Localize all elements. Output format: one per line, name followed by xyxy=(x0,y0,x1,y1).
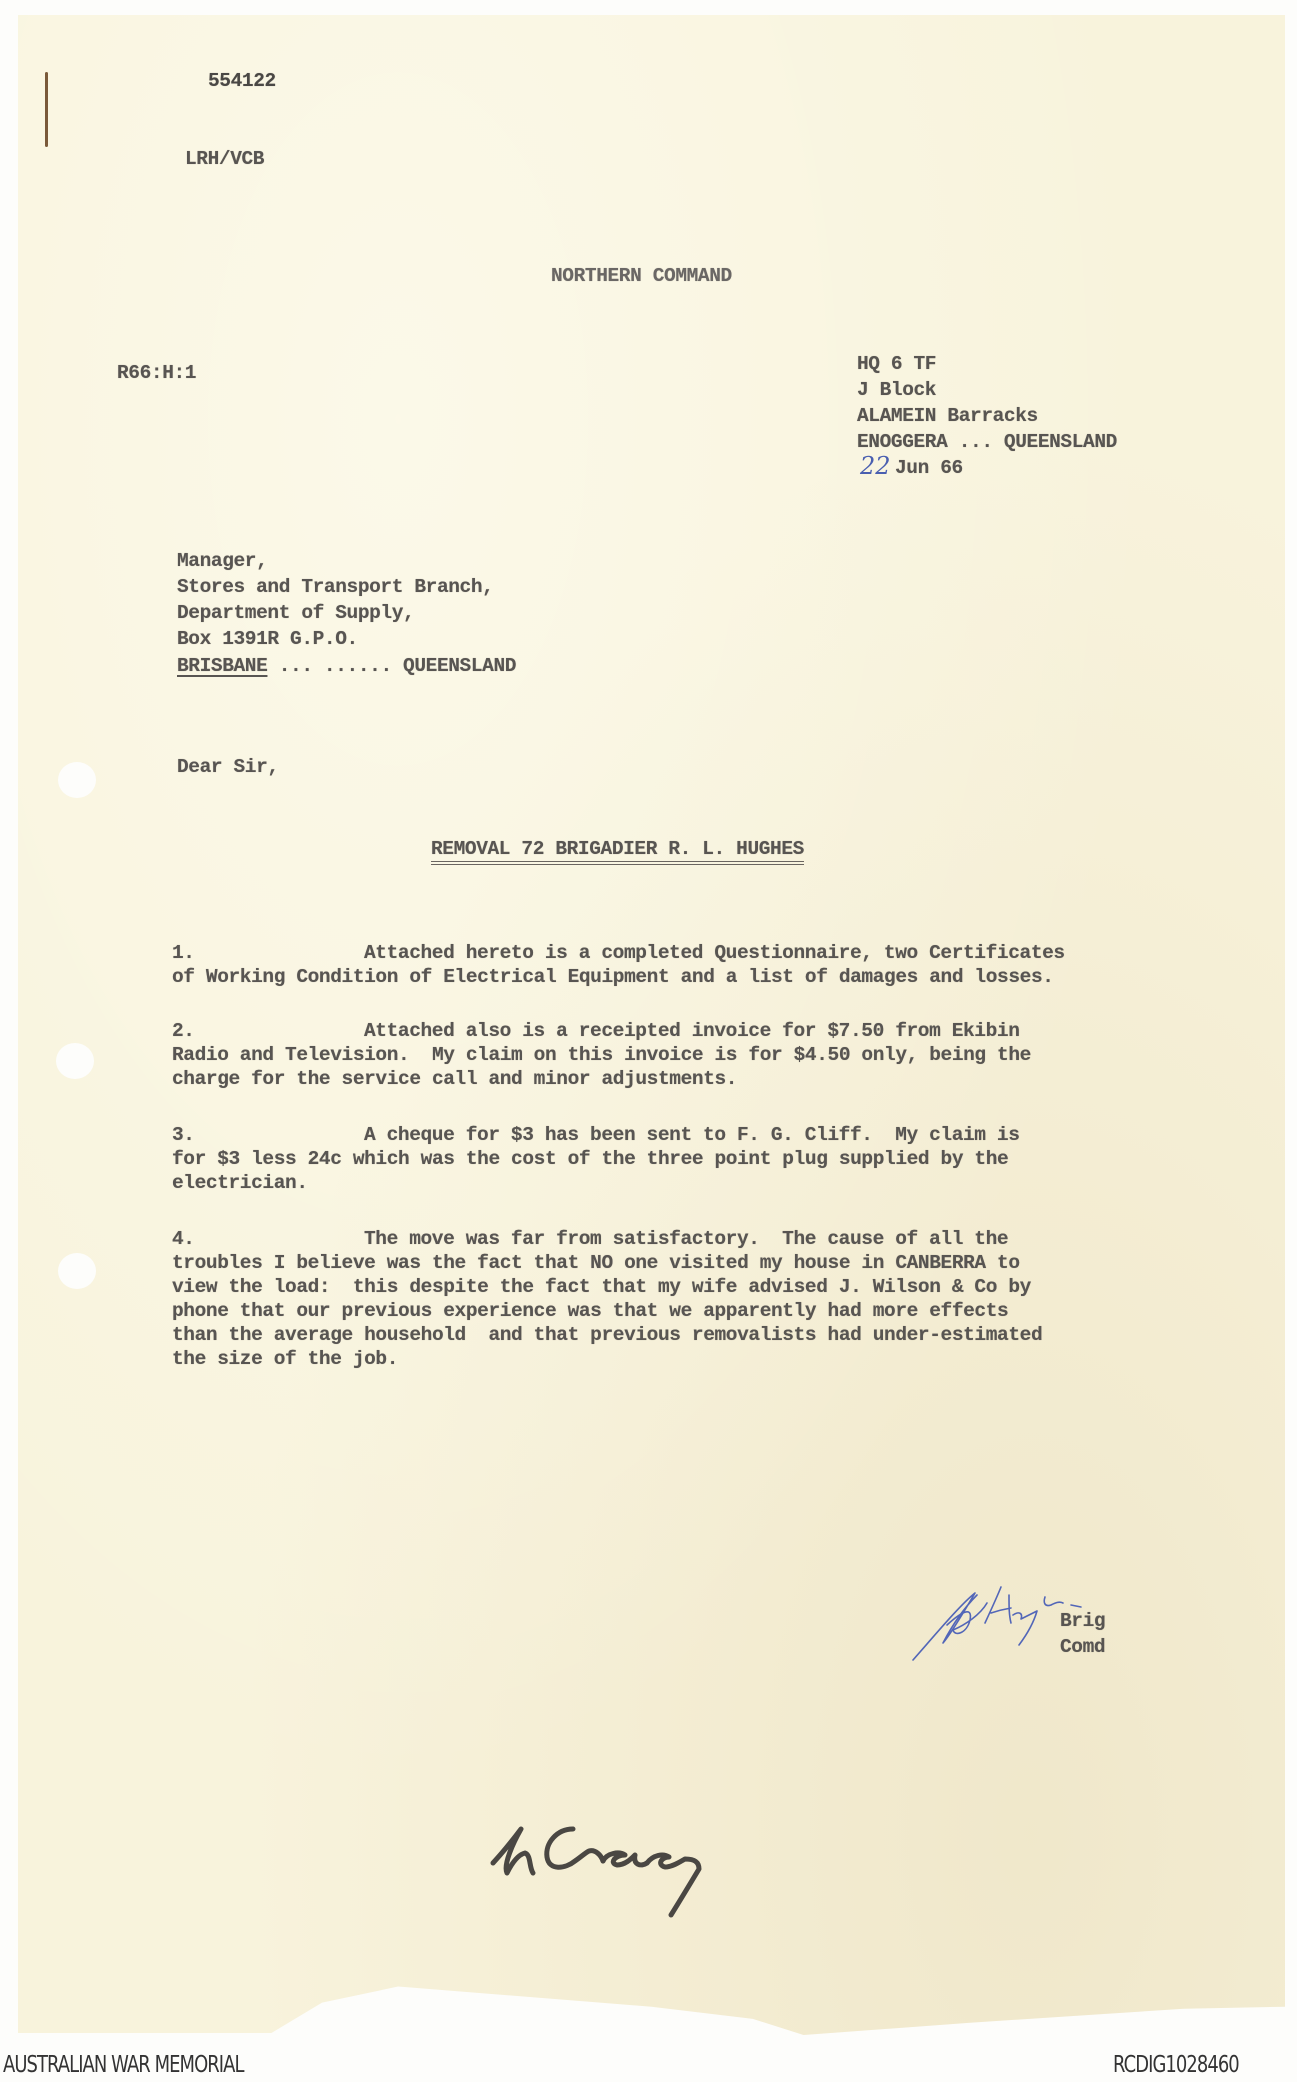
paragraph-line: phone that our previous experience was that we apparently had more effects xyxy=(172,1300,1009,1322)
sender-address-line: HQ 6 TF xyxy=(857,353,937,375)
salutation: Dear Sir, xyxy=(177,756,279,778)
sender-address-line: J Block xyxy=(857,379,937,401)
recipient-state: ... ...... QUEENSLAND xyxy=(267,655,517,677)
punch-hole xyxy=(56,1043,94,1079)
punch-hole xyxy=(58,762,96,798)
paragraph-line: The move was far from satisfactory. The cause of all the xyxy=(364,1228,1009,1250)
footer-institution: AUSTRALIAN WAR MEMORIAL xyxy=(3,2052,244,2078)
sender-address-line: ENOGGERA ... QUEENSLAND xyxy=(857,431,1117,453)
signature-rank: Brig xyxy=(1060,1610,1106,1632)
letter-date: Jun 66 xyxy=(895,457,963,479)
handwritten-date-day: 22 xyxy=(860,452,891,480)
paragraph-line: electrician. xyxy=(172,1172,308,1194)
signature-appointment: Comd xyxy=(1060,1636,1106,1658)
recipient-address-line: Manager, xyxy=(177,550,268,572)
file-reference: R66:H:1 xyxy=(117,362,197,384)
paragraph-line: Attached hereto is a completed Questionnaire, two Certificates xyxy=(364,942,1065,964)
paragraph-line: charge for the service call and minor adjustments. xyxy=(172,1068,738,1090)
paragraph-3 xyxy=(172,1123,1172,1195)
paragraph-line: view the load: this despite the fact that my wife advised J. Wilson & Co by xyxy=(172,1276,1031,1298)
paragraph-line: troubles I believe was the fact that NO one visited my house in CANBERRA to xyxy=(172,1252,1020,1274)
letterhead-heading: NORTHERN COMMAND xyxy=(551,265,732,287)
paragraph-number: 4. xyxy=(172,1228,195,1250)
paragraph-number: 2. xyxy=(172,1020,195,1042)
paragraph-4 xyxy=(172,1227,1172,1371)
punch-hole xyxy=(58,1253,96,1289)
paragraph-number: 3. xyxy=(172,1124,195,1146)
paragraph-line: than the average household and that previous removalists had under-estimated xyxy=(172,1324,1043,1346)
paragraph-2 xyxy=(172,1019,1172,1091)
paragraph-line: the size of the job. xyxy=(172,1348,399,1370)
footer-record-id: RCDIG1028460 xyxy=(1113,2052,1239,2078)
recipient-city: BRISBANE xyxy=(177,655,268,677)
paragraph-line: for $3 less 24c which was the cost of the three point plug supplied by the xyxy=(172,1148,1009,1170)
paragraph-line: A cheque for $3 has been sent to F. G. Cliff. My claim is xyxy=(364,1124,1020,1146)
recipient-address-line: Department of Supply, xyxy=(177,602,415,624)
subject-line: REMOVAL 72 BRIGADIER R. L. HUGHES xyxy=(431,840,804,865)
paragraph-line: of Working Condition of Electrical Equipment and a list of damages and losses. xyxy=(172,966,1054,988)
paragraph-line: Radio and Television. My claim on this invoice is for $4.50 only, being the xyxy=(172,1044,1031,1066)
paragraph-1 xyxy=(172,941,1172,989)
paragraph-line: Attached also is a receipted invoice for $7.50 from Ekibin xyxy=(364,1020,1020,1042)
handwritten-pencil-signature xyxy=(485,1815,745,1935)
file-number: 554122 xyxy=(208,70,276,92)
reference-initials: LRH/VCB xyxy=(185,148,265,170)
recipient-address-line: Stores and Transport Branch, xyxy=(177,576,494,598)
staple-mark xyxy=(45,72,48,147)
recipient-city-line xyxy=(177,657,516,677)
recipient-address-line: Box 1391R G.P.O. xyxy=(177,628,358,650)
paragraph-number: 1. xyxy=(172,942,195,964)
sender-address-line: ALAMEIN Barracks xyxy=(857,405,1038,427)
